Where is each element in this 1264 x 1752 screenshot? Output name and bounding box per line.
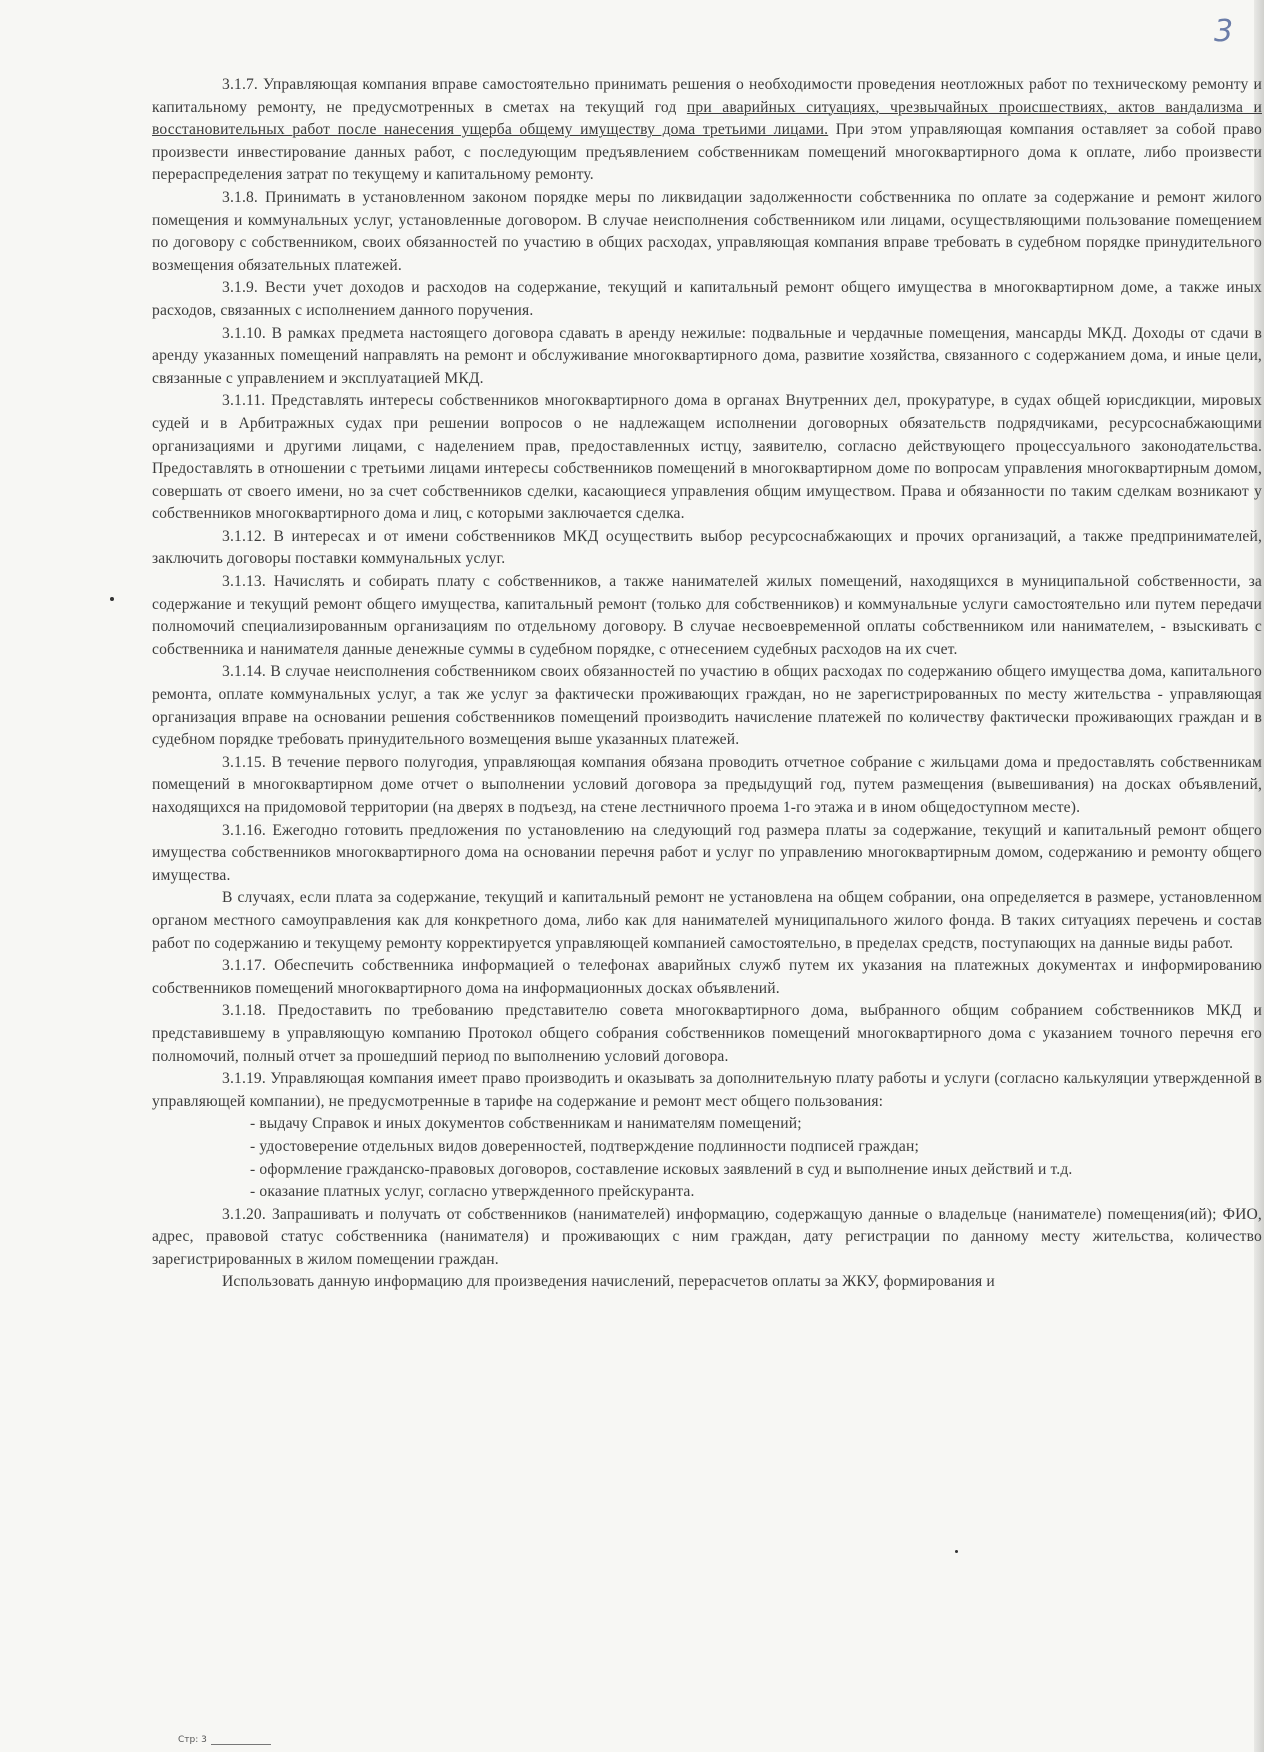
list-item: - выдачу Справок и иных документов собственникам и нанимателям помещений;	[250, 1115, 802, 1133]
paragraph-3-1-20: 3.1.20. Запрашивать и получать от собственников (нанимателей) информацию, содержащую данные о владельце (нанимателе) помещения(ий); ФИО, адрес, правовой статус собственника (нанимателя) и проживающих с ним граждан, дату регистрации по данному месту жительства, количество зарегистрированных в жилом помещении граждан.	[152, 1205, 1262, 1268]
paragraph-3-1-19: 3.1.19. Управляющая компания имеет право производить и оказывать за дополнительную плату работы и услуги (согласно калькуляции утвержденной в управляющей компании), не предусмотренные в тарифе на содержание и ремонт мест общего пользования:	[152, 1070, 1262, 1110]
paragraph-3-1-11: 3.1.11. Представлять интересы собственников многоквартирного дома в органах Внутренних дел, прокуратуре, в судах общей юрисдикции, мировых судей и в Арбитражных судах при решении вопросов о не надлежащем исполнении договорных обязательств подрядчиками, ресурсоснабжающими организациями и другими лицами, с наделением прав, предоставленных истцу, заявителю, согласно действующего процессуального законодательства. Предоставлять в отношении с третьими лицами интересы собственников помещений в многоквартирном доме по вопросам управления многоквартирным домом, совершать от своего имени, но за счет собственников сделки, касающиеся управления общим имуществом. Права и обязанности по таким сделкам возникают у собственников многоквартирного дома и лиц, с которыми заключается сделка.	[152, 392, 1262, 523]
paragraph-3-1-15: 3.1.15. В течение первого полугодия, управляющая компания обязана проводить отчетное собрание с жильцами дома и предоставлять собственникам помещений в многоквартирном доме отчет о выполнении условий договора за предыдущий год, путем размещения (вывешивания) на досках объявлений, находящихся на придомовой территории (на дверях в подъезд, на стене лестничного проема 1-го этажа и в ином общедоступном месте).	[152, 753, 1262, 816]
paragraph-3-1-13: 3.1.13. Начислять и собирать плату с собственников, а также нанимателей жилых помещений, находящихся в муниципальной собственности, за содержание и текущий ремонт общего имущества, капитальный ремонт (только для собственников) и коммунальные услуги самостоятельно или путем передачи полномочий специализированным организациям по отдельному договору. В случае несвоевременной оплаты собственником или нанимателем, - взыскивать с собственника и нанимателя данные денежные суммы в судебном порядке, с отнесением судебных расходов на их счет.	[152, 573, 1262, 658]
paragraph-3-1-16: 3.1.16. Ежегодно готовить предложения по установлению на следующий год размера платы за содержание, текущий и капитальный ремонт общего имущества собственников многоквартирного дома на основании перечня работ и услуг по управлению многоквартирным домом, содержанию и ремонту общего имущества.	[152, 821, 1262, 884]
scan-speck	[110, 597, 114, 601]
paragraph-3-1-14: 3.1.14. В случае неисполнения собственником своих обязанностей по участию в общих расходах по содержанию общего имущества дома, капитального ремонта, оплате коммунальных услуг, а так же услуг за фактически проживающих граждан, но не зарегистрированных по месту жительства - управляющая организация вправе на основании решения собственников помещений производить начисление платежей по количеству фактически проживающих граждан и в судебном порядке требовать принудительного возмещения выше указанных платежей.	[152, 663, 1262, 749]
paragraph-3-1-20-continued: Использовать данную информацию для произведения начислений, перерасчетов оплаты за ЖКУ, формирования и	[222, 1273, 995, 1291]
paragraph-text: При этом управляющая компания оставляет за собой право произвести инвестирование данных работ, с последующим предъявлением собственникам помещений многоквартирного дома к оплате, либо произвести перераспределения затрат по текущему и капитальному ремонту.	[152, 121, 1262, 184]
paragraph-text: 3.1.7. Управляющая компания вправе самостоятельно принимать решения о необходимости проведения неотложных работ по техническому ремонту и капитальному ремонту, не предусмотренных в сметах на текущий год	[152, 76, 1262, 116]
scan-speck	[955, 1550, 958, 1553]
document-body	[152, 74, 1262, 1294]
paragraph-3-1-10: 3.1.10. В рамках предмета настоящего договора сдавать в аренду нежилые: подвальные и чердачные помещения, мансарды МКД. Доходы от сдачи в аренду указанных помещений направлять на ремонт и обслуживание многоквартирного дома, развитие хозяйства, связанного с содержанием дома, и иные цели, связанные с управлением и эксплуатацией МКД.	[152, 324, 1262, 387]
list-item: - оформление гражданско-правовых договоров, составление исковых заявлений в суд и выполнение иных действий и т.д.	[250, 1160, 1073, 1178]
paragraph-3-1-18: 3.1.18. Предоставить по требованию представителю совета многоквартирного дома, выбранного общим собранием собственников МКД и представившему в управляющую компанию Протокол общего собрания собственников помещений многоквартирного дома с указанием точного перечня его полномочий, полный отчет за прошедший период по выполнению условий договора.	[152, 1002, 1262, 1065]
list-item: - оказание платных услуг, согласно утвержденного прейскуранта.	[250, 1183, 695, 1201]
paragraph-3-1-12: 3.1.12. В интересах и от имени собственников МКД осуществить выбор ресурсоснабжающих и прочих организаций, а также предпринимателей, заключить договоры поставки коммунальных услуг.	[152, 527, 1262, 568]
underlined-text: при аварийных ситуациях, чрезвычайных происшествиях, актов вандализма и восстановительных работ после нанесения ущерба общему имуществу дома третьими лицами.	[152, 98, 1262, 139]
footer-page-label: Стр: 3	[178, 1735, 207, 1745]
footer-signature-line	[211, 1744, 271, 1745]
paragraph-3-1-8: 3.1.8. Принимать в установленном законом порядке меры по ликвидации задолженности собственника по оплате за содержание и ремонт жилого помещения и коммунальных услуг, установленные договором. В случае неисполнения собственником или лицами, осуществляющими пользование помещением по договору с собственником, своих обязанностей по участию в общих расходах, управляющая компания вправе требовать в судебном порядке принудительного возмещения обязательных платежей.	[152, 188, 1262, 274]
paragraph-3-1-17: 3.1.17. Обеспечить собственника информацией о телефонах аварийных служб путем их указания на платежных документах и информированию собственников помещений многоквартирного дома на информационных досках объявлений.	[152, 957, 1262, 997]
page-number: 3	[1214, 14, 1234, 49]
paragraph-3-1-7	[152, 74, 1262, 187]
paragraph-3-1-16-continued: В случаях, если плата за содержание, текущий и капитальный ремонт не установлена на общем собрании, она определяется в размере, установленном органом местного самоуправления как для конкретного дома, либо как для нанимателей муниципального жилого фонда. В таких ситуациях перечень и состав работ по содержанию и текущему ремонту корректируется управляющей компанией самостоятельно, в пределах средств, поступающих на данные виды работ.	[152, 889, 1262, 952]
paragraph-3-1-9: 3.1.9. Вести учет доходов и расходов на содержание, текущий и капитальный ремонт общего имущества в многоквартирном доме, а также иных расходов, связанных с исполнением данного поручения.	[152, 279, 1262, 319]
page-footer	[178, 1735, 271, 1745]
list-item: - удостоверение отдельных видов доверенностей, подтверждение подлинности подписей граждан;	[250, 1137, 919, 1155]
